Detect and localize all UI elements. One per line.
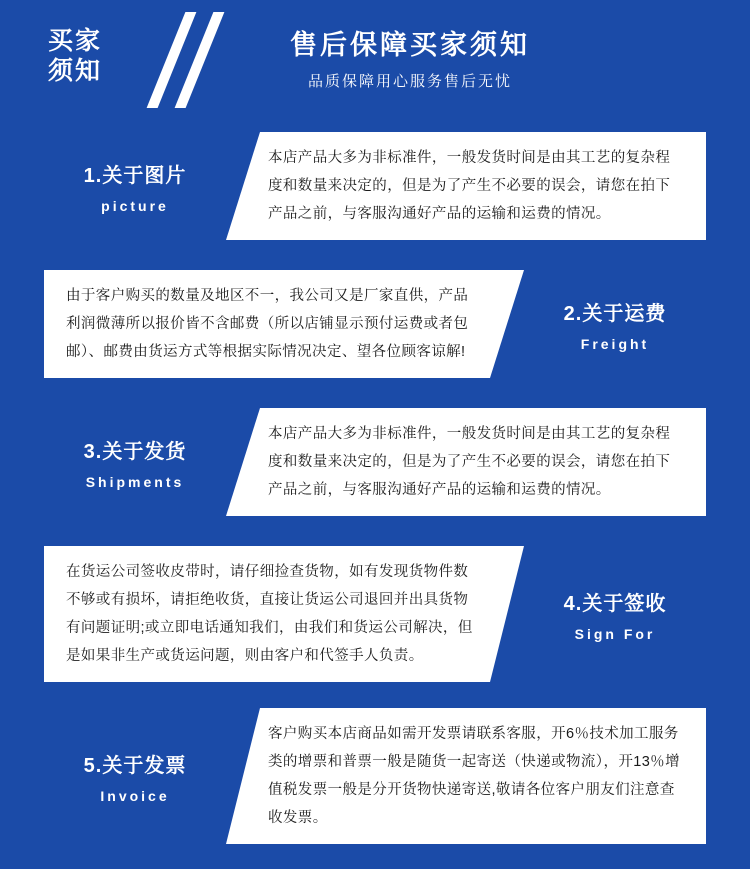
notice-section-freight — [44, 270, 706, 382]
notice-section-shipments — [44, 408, 706, 520]
section-text: 本店产品大多为非标准件，一般发货时间是由其工艺的复杂程度和数量来决定的，但是为了产生不必要的误会，请您在拍下产品之前，与客服沟通好产品的运输和运费的情况。 — [268, 150, 671, 222]
section-text-cell — [44, 270, 524, 378]
notice-section-sign-for — [44, 546, 706, 682]
section-text-cell — [226, 408, 706, 516]
section-label-picture — [44, 132, 226, 240]
section-text: 客户购买本店商品如需开发票请联系客服，开6％技术加工服务类的增票和普票一般是随货一起寄送（快递或物流），开13％增值税发票一般是分开货物快递寄送,敬请各位客户朋友们注意查收发票。 — [268, 726, 680, 826]
page-header — [0, 0, 750, 118]
section-label-cn: 3.关于发货 — [83, 440, 187, 463]
page-title: 售后保障买家须知 — [290, 30, 530, 60]
section-text: 在货运公司签收皮带时，请仔细捡查货物，如有发现货物件数不够或有损坏，请拒绝收货，直接让货运公司退回并出具货物有问题证明;或立即电话通知我们，由我们和货运公司解决，但是如果非生产或货运问题，则由客户和代签手人负责。 — [66, 564, 473, 664]
section-label-cn: 2.关于运费 — [563, 302, 667, 325]
section-label-en: Freight — [580, 335, 650, 352]
section-label-freight — [524, 270, 706, 378]
notice-sections — [0, 118, 750, 844]
section-label-cn: 1.关于图片 — [83, 164, 187, 187]
section-label-en: Sign For — [574, 625, 656, 642]
section-text: 本店产品大多为非标准件，一般发货时间是由其工艺的复杂程度和数量来决定的，但是为了产生不必要的误会，请您在拍下产品之前，与客服沟通好产品的运输和运费的情况。 — [268, 426, 671, 498]
section-label-shipments — [44, 408, 226, 516]
header-badge-line2: 须知 — [48, 57, 103, 85]
section-label-cn: 4.关于签收 — [563, 592, 667, 615]
section-text: 由于客户购买的数量及地区不一，我公司又是厂家直供，产品利润微薄所以报价皆不含邮费（所以店铺显示预付运费或者包邮）、邮费由货运方式等根据实际情况决定、望各位顾客谅解! — [66, 288, 469, 360]
notice-section-picture — [44, 132, 706, 244]
section-label-invoice — [44, 708, 226, 844]
section-text-cell — [226, 132, 706, 240]
header-title-group — [0, 28, 750, 91]
section-text-cell — [44, 546, 524, 682]
header-badge-line1: 买家 — [48, 27, 103, 55]
page-subtitle: 品质保障用心服务售后无忧 — [307, 73, 512, 90]
notice-section-invoice — [44, 708, 706, 844]
section-label-en: Shipments — [85, 473, 185, 490]
section-label-en: picture — [101, 197, 169, 214]
section-text-cell — [226, 708, 706, 844]
section-label-sign-for — [524, 546, 706, 682]
section-label-cn: 5.关于发票 — [83, 754, 187, 777]
section-label-en: Invoice — [100, 787, 170, 804]
